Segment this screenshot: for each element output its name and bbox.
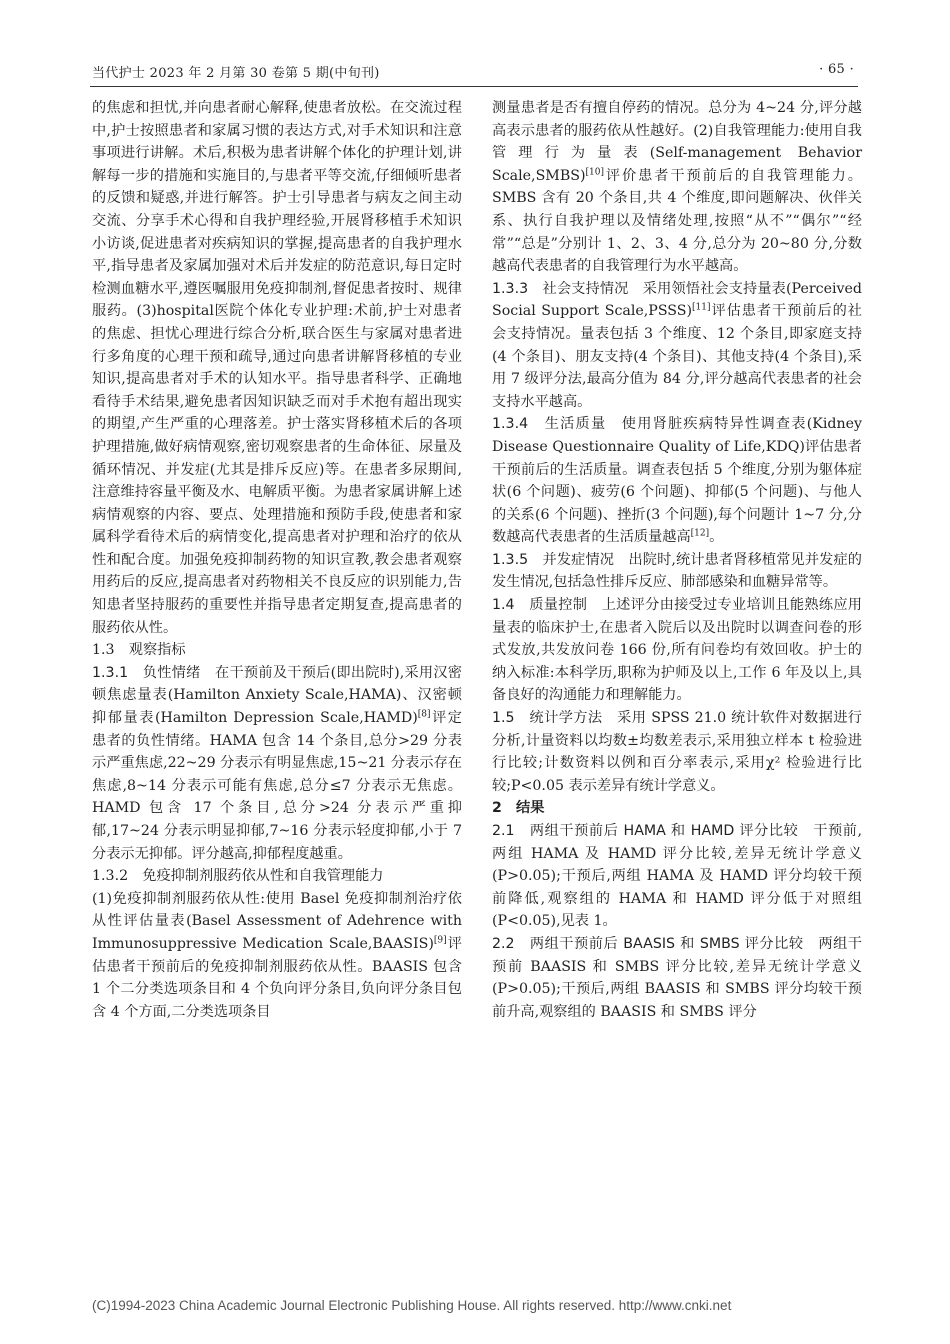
section-1-4-label: 1.4 质量控制 <box>492 597 588 614</box>
section-2-1-label: 2.1 两组干预前后 HAMA 和 HAMD 评分比较 <box>492 823 799 839</box>
section-1-3-1 <box>92 662 462 865</box>
section-1-5-text: 采用 SPSS 21.0 统计软件对数据进行分析,计量资料以均数±均数差表示,采用独立样本 t 检验进行比较;计数资料以例和百分率表示,采用χ² 检验进行比较;P<0.05 表示差异有统计学意义。 <box>492 710 862 794</box>
section-2-2 <box>492 933 862 1023</box>
section-1-3-3-text-b: 评估患者干预前后的社会支持情况。量表包括 3 个维度、12 个条目,即家庭支持(4 个条目)、朋友支持(4 个条目)、其他支持(4 个条目),采用 7 级评分法,最高分值为 84 分,评分越高代表患者的社会支持水平越高。 <box>492 303 862 410</box>
section-2-2-text: 两组干预前 BAASIS 和 SMBS 评分比较,差异无统计学意义(P>0.05);干预后,两组 BAASIS 和 SMBS 评分均较干预前升高,观察组的 BAASIS 和 SMBS 评分 <box>492 935 862 1020</box>
citation-11: [11] <box>692 302 711 313</box>
section-1-3-title: 1.3 观察指标 <box>92 642 186 659</box>
citation-12: [12] <box>690 528 710 539</box>
citation-9: [9] <box>433 935 447 946</box>
section-1-3-4-text-a: 使用肾脏疾病特异性调查表(Kidney Disease Questionnaire Quality of Life,KDQ)评估患者干预前后的生活质量。调查表包括 5 个维度,分别为躯体症状(6 个问题)、疲劳(6 个问题)、抑郁(5 个问题)、与他人的关系(6 个问题)、挫折(3 个问题),每个问题计 1~7 分,分数越高代表患者的生活质量越高 <box>492 416 862 546</box>
section-2-1 <box>492 820 862 933</box>
section-1-3-1-text-a: 在干预前及干预后(即出院时),采用汉密顿焦虑量表(Hamilton Anxiety Scale,HAMA)、汉密顿抑郁量表(Hamilton Depression Scale,HAMD) <box>92 664 462 727</box>
section-2-2-label: 2.2 两组干预前后 BAASIS 和 SMBS 评分比较 <box>492 935 804 952</box>
journal-issue: 当代护士 2023 年 2 月第 30 卷第 5 期(中旬刊) <box>92 66 380 81</box>
citation-10: [10] <box>585 167 604 178</box>
copyright-footer: (C)1994-2023 China Academic Journal Electronic Publishing House. All rights reserved. http://www.cnki.net <box>92 1298 732 1313</box>
section-1-3-4-label: 1.3.4 生活质量 <box>492 416 607 433</box>
right-column <box>492 97 862 1023</box>
section-1-3-5-text: 出院时,统计患者肾移植常见并发症的发生情况,包括急性排斥反应、肺部感染和血糖异常等。 <box>492 551 862 591</box>
section-1-4-text: 上述评分由接受过专业培训且能熟练应用量表的临床护士,在患者入院后以及出院时以调查问卷的形式发放,共发放问卷 166 份,所有问卷均有效回收。护士的纳入标准:本科学历,职称为护师及以上,工作 6 年及以上,具备良好的沟通能力和理解能力。 <box>492 597 862 704</box>
running-header <box>92 60 854 84</box>
section-1-3-2-title: 1.3.2 免疫抑制剂服药依从性和自我管理能力 <box>92 868 384 885</box>
section-1-3-3-text-a: 采用领悟社会支持量表(Perceived Social Support Scale,PSSS) <box>492 280 862 320</box>
section-1-3-2-text-b: 评估患者干预前后的免疫抑制剂服药依从性。BAASIS 包含 1 个二分类选项条目和 4 个负向评分条目,负向评分条目包含 4 个方面,二分类选项条目 <box>92 935 462 1020</box>
section-1-3-2-text-a: (1)免疫抑制剂服药依从性:使用 Basel 免疫抑制剂治疗依从性评估量表(Basel Assessment of Adehrence with Immunosuppressive Medication Scale,BAASIS) <box>92 890 462 952</box>
left-column <box>92 97 462 1023</box>
paragraph-smbs <box>492 97 862 278</box>
section-1-5 <box>492 707 862 797</box>
section-1-4 <box>492 594 862 707</box>
section-2-title: 2 结果 <box>492 800 545 817</box>
section-1-3-3-label: 1.3.3 社会支持情况 <box>492 280 629 297</box>
section-1-3-2 <box>92 888 462 1024</box>
section-1-3-4-text-b: 。 <box>709 529 724 546</box>
section-1-3-5 <box>492 549 862 594</box>
paragraph-smbs-a: 测量患者是否有擅自停药的情况。总分为 4~24 分,评分越高表示患者的服药依从性越好。(2)自我管理能力:使用自我管理行为量表(Self-management Behavior Scale,SMBS) <box>492 100 862 184</box>
citation-8: [8] <box>417 709 431 720</box>
section-1-3-1-label: 1.3.1 负性情绪 <box>92 664 201 681</box>
paragraph-intervention: 的焦虑和担忧,并向患者耐心解释,使患者放松。在交流过程中,护士按照患者和家属习惯的表达方式,对手术知识和注意事项进行讲解。术后,积极为患者讲解个体化的护理计划,讲解每一步的措施和实施目的,与患者平等交流,仔细倾听患者的反馈和疑惑,并进行解答。护士引导患者与病友之间主动交流、分享手术心得和自我护理经验,开展肾移植手术知识小访谈,促进患者对疾病知识的掌握,提高患者的自我护理水平,指导患者及家属加强对术后并发症的防范意识,每日定时检测血糖水平,遵医嘱服用免疫抑制剂,督促患者按时、规律服药。(3)hospital医院个体化专业护理:术前,护士对患者的焦虑、担忧心理进行综合分析,联合医生与家属对患者进行多角度的心理干预和疏导,通过向患者讲解肾移植的专业知识,提高患者对手术的认知水平。指导患者科学、正确地看待手术结果,避免患者因知识缺乏而对手术抱有超出现实的期望,产生严重的心理落差。护士落实肾移植术后的各项护理措施,做好病情观察,密切观察患者的生命体征、尿量及循环情况、并发症(尤其是排斥反应)等。在患者多尿期间,注意维持容量平衡及水、电解质平衡。为患者家属讲解上述病情观察的内容、要点、处理措施和预防手段,使患者和家属科学看待术后的病情变化,提高患者对护理和治疗的依从性和配合度。加强免疫抑制药物的知识宣教,教会患者观察用药后的反应,提高患者对药物相关不良反应的识别能力,告知患者坚持服药的重要性并指导患者定期复查,提高患者的服药依从性。 <box>92 100 462 636</box>
section-1-5-label: 1.5 统计学方法 <box>492 710 603 727</box>
section-1-3-3 <box>492 278 862 414</box>
section-1-3-4 <box>492 413 862 549</box>
paragraph-smbs-b: 评价患者干预前后的自我管理能力。SMBS 含有 20 个条目,共 4 个维度,即问题解决、伙伴关系、执行自我护理以及情绪处理,按照“从不”“偶尔”“经常”“总是”分别计 1、2、3、4 分,总分为 20~80 分,分数越高代表患者的自我管理行为水平越高。 <box>492 167 862 275</box>
header-divider <box>90 86 858 87</box>
section-1-3-1-text-b: 评定患者的负性情绪。HAMA 包含 14 个条目,总分>29 分表示严重焦虑,22~29 分表示有明显焦虑,15~21 分表示存在焦虑,8~14 分表示可能有焦虑,总分≤7 分表示无焦虑。HAMD 包含 17 个条目,总分>24 分表示严重抑郁,17~24 分表示明显抑郁,7~16 分表示轻度抑郁,小于 7 分表示无抑郁。评分越高,抑郁程度越重。 <box>92 710 462 862</box>
page-number: · 65 · <box>819 62 854 77</box>
section-1-3-5-label: 1.3.5 并发症情况 <box>492 551 615 568</box>
section-2-1-text: 干预前,两组 HAMA 及 HAMD 评分比较,差异无统计学意义(P>0.05);干预后,两组 HAMA 及 HAMD 评分均较干预前降低,观察组的 HAMA 和 HAMD 评分低于对照组(P<0.05),见表 1。 <box>492 823 863 930</box>
